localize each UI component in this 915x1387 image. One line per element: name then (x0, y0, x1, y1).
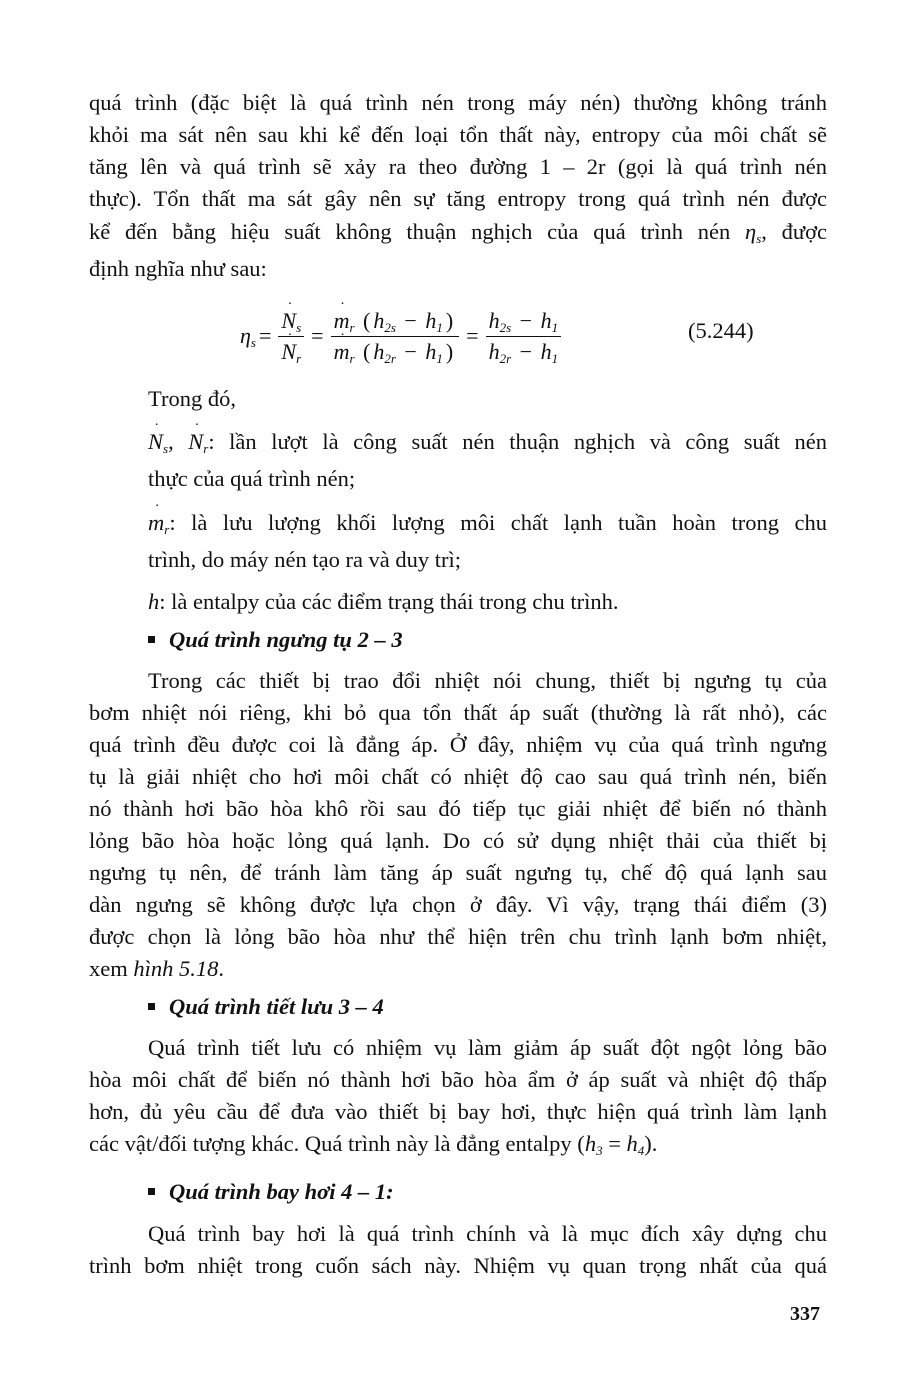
eta-subscript: s (756, 231, 762, 246)
subscript: 2r (384, 350, 396, 366)
section-heading-evaporation (148, 1177, 394, 1207)
body-text-line: được chọn là lỏng bão hòa như thể hiện trên chu trình lạnh bơm nhiệt, (89, 924, 827, 949)
eta-symbol (745, 219, 761, 244)
minus-sign: − (404, 338, 417, 364)
paren: ) (445, 338, 454, 364)
body-text-line: định nghĩa như sau: (89, 256, 267, 281)
where-label: Trong đó, (148, 386, 236, 411)
section-heading-throttling (148, 992, 384, 1022)
equation-5-244 (240, 296, 800, 376)
m-dot: ˙ m (334, 337, 350, 367)
n-dot: ˙ N (148, 427, 163, 457)
h-symbol: h (488, 307, 500, 333)
body-text-line: Quá trình tiết lưu có nhiệm vụ làm giảm áp suất đột ngột lỏng bão (148, 1035, 827, 1060)
subscript: 2s (384, 319, 396, 335)
equals-sign: = (311, 323, 324, 348)
definition-text: : là entalpy của các điểm trạng thái trong chu trình. (159, 589, 619, 614)
separator: , (168, 429, 189, 454)
subscript: 1 (551, 350, 559, 366)
h-symbol: h (373, 307, 385, 333)
body-text: ). (644, 1131, 658, 1156)
body-text-line: hòa môi chất để biến nó thành hơi bão hòa ẩm ở áp suất và nhiệt độ thấp (89, 1067, 827, 1092)
body-text-line: tụ là giải nhiệt cho hơi môi chất có nhiệt độ cao sau quá trình nén, biến (89, 764, 827, 789)
n-dot: ˙ N (281, 306, 296, 336)
body-text-line: trình bơm nhiệt trong cuốn sách này. Nhiệm vụ quan trọng nhất của quá (89, 1253, 827, 1278)
body-text-line: Trong các thiết bị trao đổi nhiệt nói chung, thiết bị ngưng tụ của (148, 668, 827, 693)
m-dot: ˙ m (334, 306, 350, 336)
body-text-line: tăng lên và quá trình sẽ xảy ra theo đường 1 – 2r (gọi là quá trình nén (89, 154, 827, 179)
square-bullet-icon (148, 1188, 155, 1195)
eta-s (240, 323, 256, 349)
body-text-line (89, 1129, 827, 1159)
body-text-line: bơm nhiệt nói riêng, khi bỏ qua tổn thất áp suất (thường là rất nhỏ), các (89, 700, 827, 725)
paren: ( (363, 338, 371, 364)
heading-text: Quá trình bay hơi 4 – 1: (169, 1179, 394, 1204)
minus-sign: − (404, 307, 417, 333)
numerator (486, 306, 561, 336)
subscript: s (163, 441, 169, 456)
body-text: xem (89, 956, 134, 981)
enthalpy-equality (585, 1131, 644, 1156)
definition-text-cont: trình, do máy nén tạo ra và duy trì; (148, 547, 462, 572)
body-text: kể đến bằng hiệu suất không thuận nghịch của quá trình nén (89, 219, 731, 244)
definition-mass-flow (148, 508, 827, 538)
fraction-mass-flow (331, 306, 460, 367)
denominator (486, 337, 561, 367)
definition-text: : là lưu lượng khối lượng môi chất lạnh tuần hoàn trong chu (169, 510, 827, 535)
equation-number: (5.244) (688, 318, 754, 343)
numerator (331, 306, 460, 336)
heading-text: Quá trình tiết lưu 3 – 4 (169, 994, 384, 1019)
page-number: 337 (790, 1303, 820, 1325)
equals-sign: = (466, 323, 479, 348)
body-text-line (89, 954, 827, 984)
subscript: r (349, 319, 355, 335)
h-symbol: h (488, 338, 500, 364)
figure-reference: hình 5.18 (133, 956, 219, 981)
equals-sign: = (602, 1131, 627, 1156)
body-text-line: ngưng tụ nên, để tránh làm tăng áp suất ngưng tụ, chế độ quá lạnh sau (89, 860, 827, 885)
body-text: các vật/đối tượng khác. Quá trình này là đẳng entalpy ( (89, 1131, 585, 1156)
n-dot: ˙ N (188, 427, 203, 457)
eta-glyph: η (745, 219, 757, 244)
subscript: 3 (596, 1143, 603, 1158)
body-text: , được (761, 219, 828, 244)
fraction-power (278, 306, 304, 367)
subscript: 1 (551, 319, 559, 335)
body-text-line: khỏi ma sát nên sau khi kể đến loại tổn thất này, entropy của môi chất sẽ (89, 122, 827, 147)
body-text-line: lỏng bão hòa hoặc lỏng quá lạnh. Do có sử dụng nhiệt thải của thiết bị (89, 828, 827, 853)
subscript: s (250, 335, 256, 350)
subscript: r (296, 350, 302, 366)
body-text-line: nó thành hơi bão hòa khô rồi sau đó tiếp tục giải nhiệt để biến nó thành (89, 796, 827, 821)
paren: ) (445, 307, 454, 333)
h-symbol: h (626, 1131, 638, 1156)
h-symbol: h (540, 338, 552, 364)
body-text-line: quá trình đều được coi là đẳng áp. Ở đây, nhiệm vụ của quá trình ngưng (89, 732, 827, 757)
m-dot: ˙ m (148, 508, 164, 538)
h-symbol: h (425, 338, 437, 364)
h-symbol: h (373, 338, 385, 364)
body-text-line: Quá trình bay hơi là quá trình chính và là mục đích xây dựng chu (148, 1221, 827, 1246)
body-text-line: hơn, đủ yêu cầu để đưa vào thiết bị bay hơi, thực hiện quá trình làm lạnh (89, 1099, 827, 1124)
n-dot: ˙ N (281, 337, 296, 367)
subscript: 1 (436, 350, 443, 366)
body-text-line-with-symbol (89, 217, 827, 247)
body-text: . (218, 956, 225, 981)
paren: ( (363, 307, 371, 333)
equals-sign: = (258, 323, 272, 348)
subscript: 2r (499, 350, 512, 366)
h-symbol: h (584, 1131, 597, 1156)
n-r-symbol (188, 429, 208, 454)
section-heading-condensation (148, 625, 403, 655)
eta-glyph: η (240, 323, 251, 348)
n-s-symbol (148, 429, 168, 454)
subscript: r (203, 441, 209, 456)
body-text-line: thực). Tổn thất ma sát gây nên sự tăng entropy trong quá trình nén được (89, 186, 827, 211)
subscript: r (349, 350, 355, 366)
square-bullet-icon (148, 636, 155, 643)
fraction-enthalpy (486, 306, 561, 367)
denominator (331, 337, 460, 367)
heading-text: Quá trình ngưng tụ 2 – 3 (169, 627, 403, 652)
subscript: 2s (499, 319, 512, 335)
definition-power (148, 427, 827, 457)
definition-enthalpy (148, 587, 827, 617)
subscript: r (164, 522, 170, 537)
m-r-symbol (148, 510, 169, 535)
definition-text: : lần lượt là công suất nén thuận nghịch và công suất nén (208, 429, 828, 454)
body-text-line: quá trình (đặc biệt là quá trình nén trong máy nén) thường không tránh (89, 90, 827, 115)
minus-sign: − (519, 338, 533, 364)
definition-text-cont: thực của quá trình nén; (148, 466, 356, 491)
subscript: 1 (436, 319, 443, 335)
h-symbol: h (540, 307, 552, 333)
subscript: s (296, 319, 302, 335)
h-symbol: h (425, 307, 437, 333)
denominator (278, 337, 304, 367)
minus-sign: − (519, 307, 533, 333)
body-text-line: dàn ngưng sẽ không được lựa chọn ở đây. Vì vậy, trạng thái điểm (3) (89, 892, 827, 917)
square-bullet-icon (148, 1003, 155, 1010)
subscript: 4 (637, 1143, 645, 1158)
h-symbol: h (148, 589, 160, 614)
